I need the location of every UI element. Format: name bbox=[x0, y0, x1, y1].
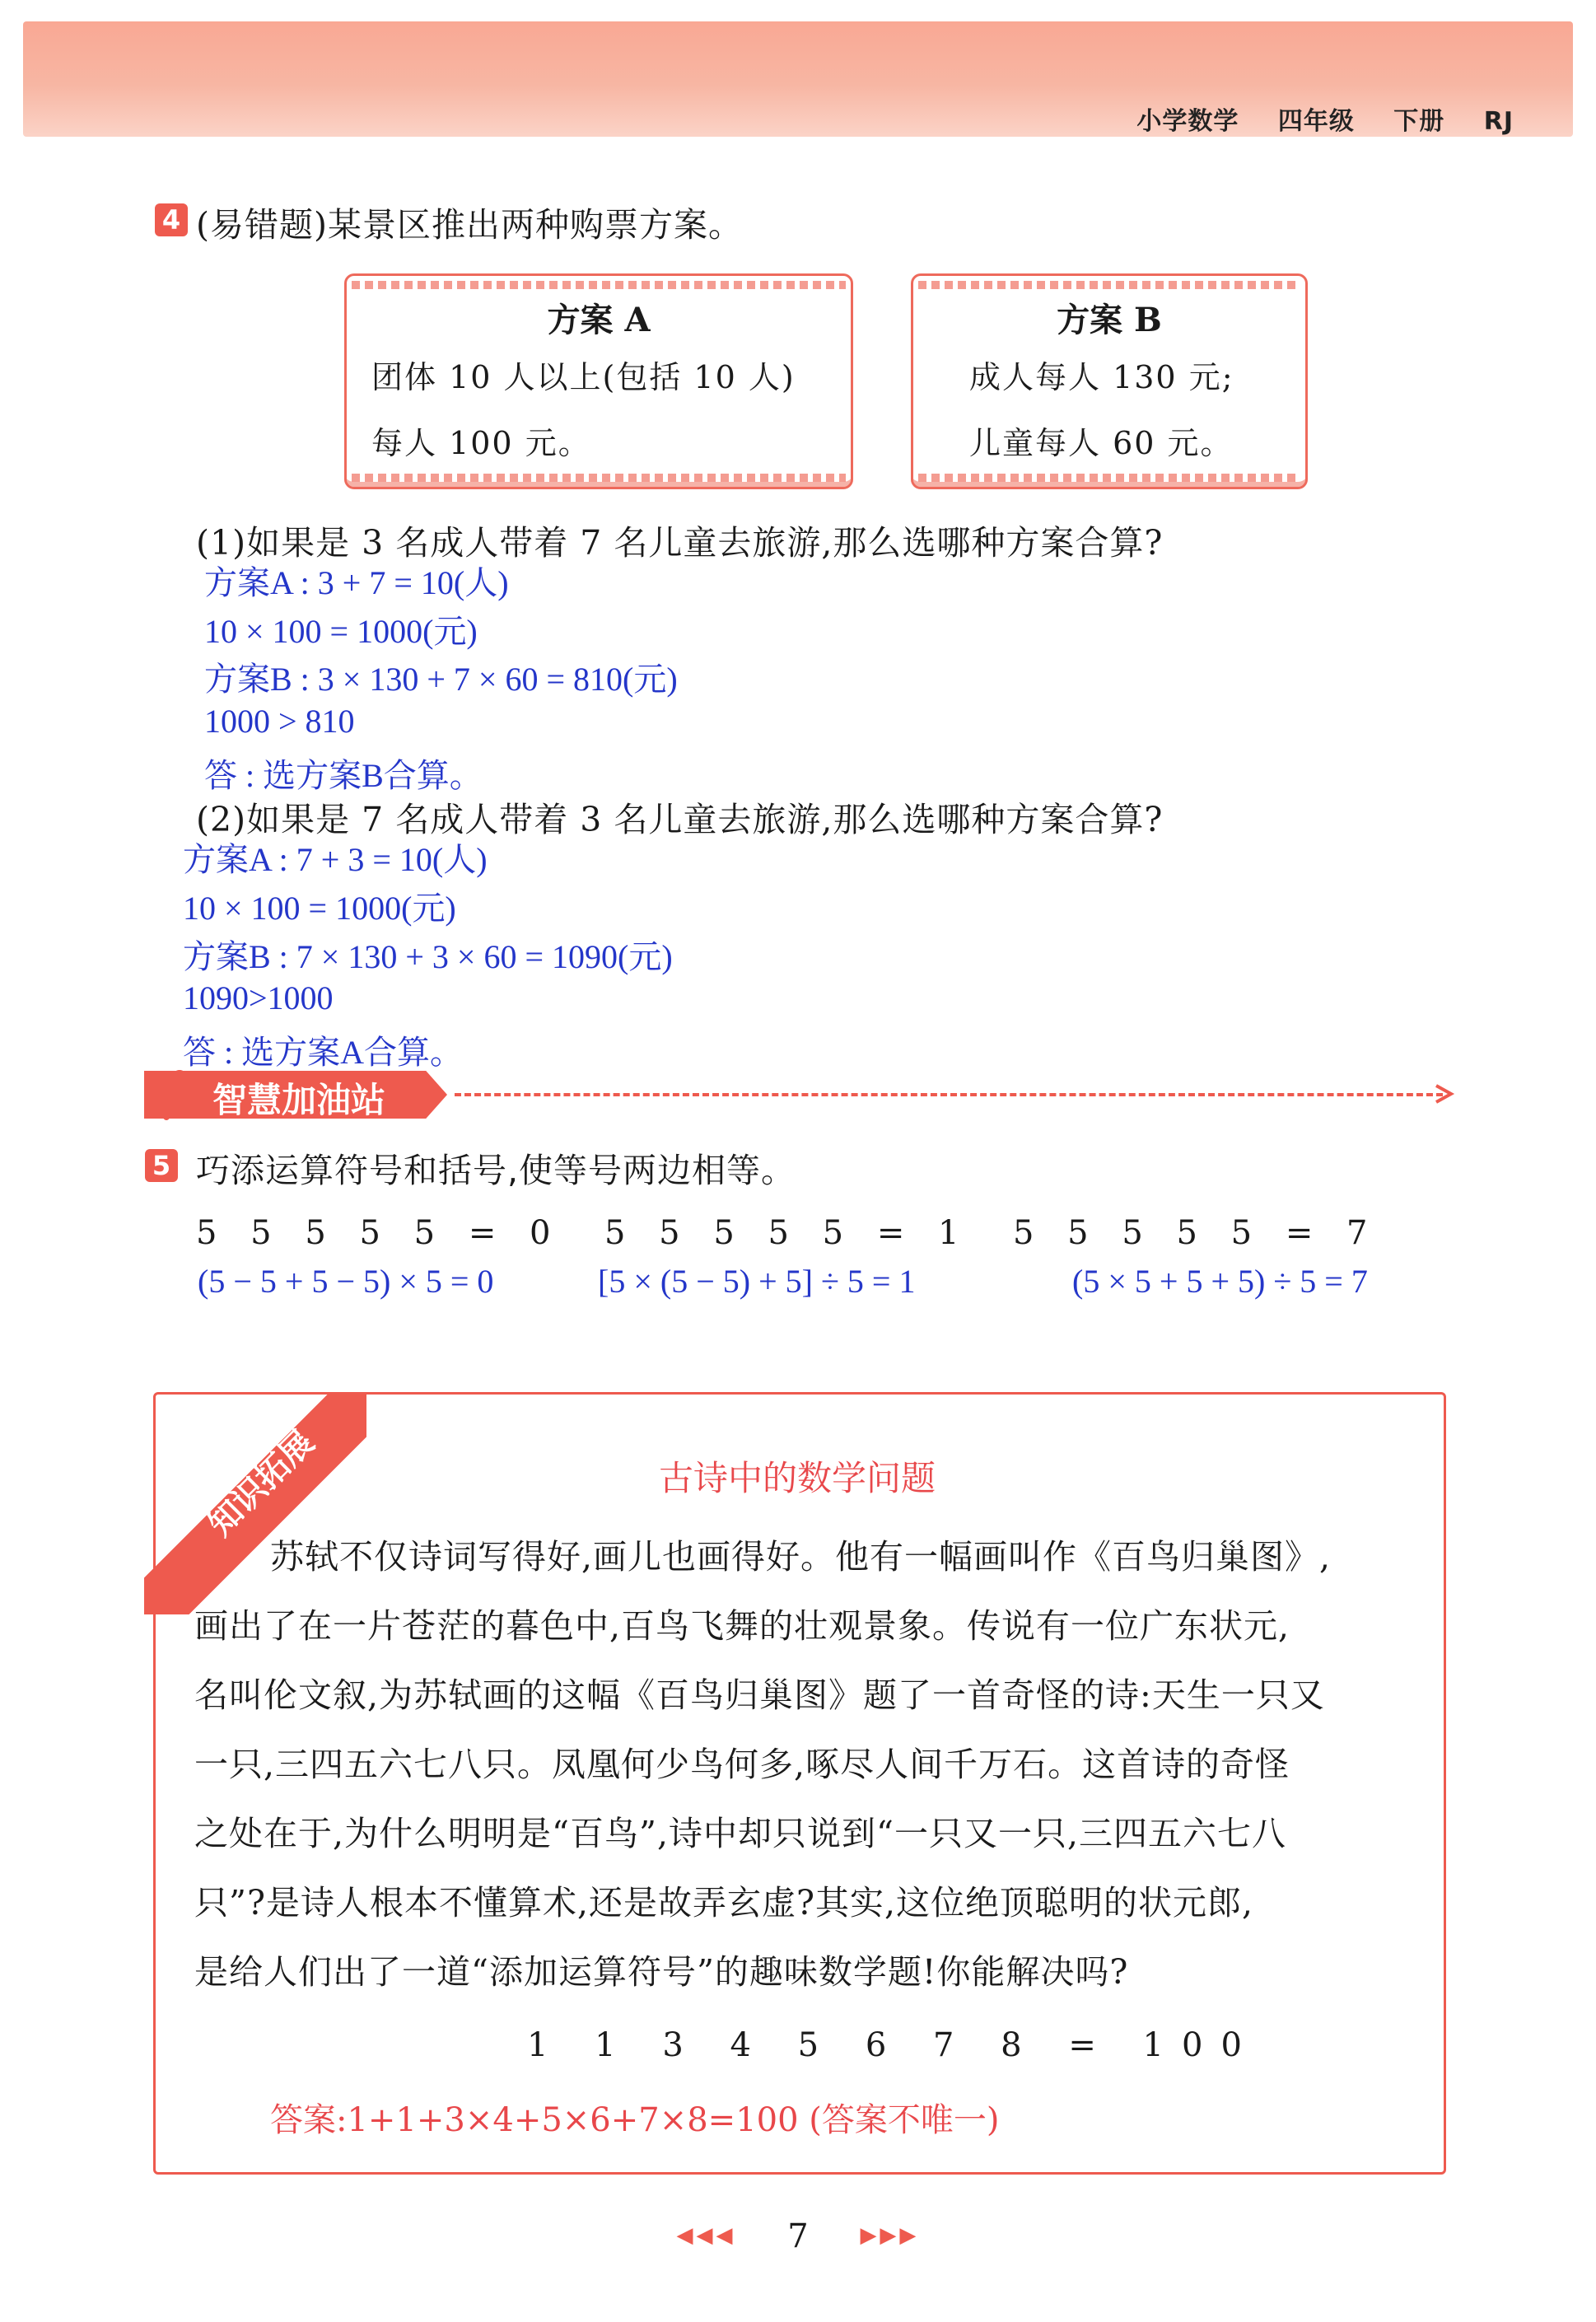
q5-problem: 5 5 5 5 5 = 0 bbox=[196, 1214, 562, 1252]
paragraph-line: 画出了在一片苍茫的暮色中,百鸟飞舞的壮观景象。传说有一位广东状元, bbox=[194, 1606, 1290, 1646]
q5-answer: (5 × 5 + 5 + 5) ÷ 5 = 7 bbox=[1072, 1263, 1368, 1300]
plan-a-title: 方案 A bbox=[547, 301, 651, 339]
paragraph-line: 只”?是诗人根本不懂算术,还是故弄玄虚?其实,这位绝顶聪明的状元郎, bbox=[194, 1883, 1254, 1923]
sub2-solution-line: 方案A : 7 + 3 = 10(人) bbox=[183, 841, 488, 878]
plan-b-line1: 成人每人 130 元; bbox=[969, 359, 1234, 395]
plan-a-line1: 团体 10 人以上(包括 10 人) bbox=[371, 359, 796, 395]
plan-b-top-stripe bbox=[918, 281, 1300, 289]
sub1-solution-line: 1000 > 810 bbox=[204, 703, 355, 740]
sub-question-1: (1)如果是 3 名成人带着 7 名儿童去旅游,那么选哪种方案合算? bbox=[196, 523, 1164, 563]
plan-a-top-stripe bbox=[352, 281, 846, 289]
paragraph-line: 名叫伦文叙,为苏轼画的这幅《百鸟归巢图》题了一首奇怪的诗:天生一只又 bbox=[194, 1675, 1325, 1715]
plan-a-line2: 每人 100 元。 bbox=[371, 425, 591, 461]
banner-dashed-line bbox=[455, 1093, 1443, 1096]
plan-b-line2: 儿童每人 60 元。 bbox=[969, 425, 1234, 461]
poem-answer: 答案:1+1+3×4+5×6+7×8=100 (答案不唯一) bbox=[270, 2101, 1000, 2139]
q5-problem: 5 5 5 5 5 = 7 bbox=[1013, 1214, 1379, 1252]
page-footer bbox=[0, 2217, 1596, 2255]
prev-arrows-icon: ◀◀◀ bbox=[676, 2223, 736, 2248]
volume: 下册 bbox=[1393, 107, 1445, 136]
plan-b-box bbox=[911, 273, 1308, 489]
paragraph-line: 一只,三四五六七八只。凤凰何少鸟何多,啄尽人间千万石。这首诗的奇怪 bbox=[194, 1745, 1290, 1784]
question-4-badge: 4 bbox=[155, 203, 188, 236]
sub2-solution-line: 方案B : 7 × 130 + 3 × 60 = 1090(元) bbox=[183, 938, 673, 975]
plan-b-bottom-stripe bbox=[918, 474, 1300, 482]
poem-equation: 1 1 3 4 5 6 7 8 = 100 bbox=[527, 2026, 1260, 2064]
next-arrows-icon: ▶▶▶ bbox=[860, 2223, 920, 2248]
sub2-solution-line: 10 × 100 = 1000(元) bbox=[183, 890, 456, 927]
arrow-right-icon bbox=[1433, 1082, 1456, 1105]
paragraph-line: 之处在于,为什么明明是“百鸟”,诗中却只说到“一只又一只,三四五六七八 bbox=[194, 1814, 1286, 1853]
question-5-prompt: 巧添运算符号和括号,使等号两边相等。 bbox=[196, 1151, 796, 1190]
page-number: 7 bbox=[787, 2217, 809, 2255]
edition: RJ bbox=[1483, 107, 1514, 136]
knowledge-title: 古诗中的数学问题 bbox=[658, 1458, 936, 1498]
grade: 四年级 bbox=[1277, 107, 1355, 136]
q5-answer: [5 × (5 − 5) + 5] ÷ 5 = 1 bbox=[598, 1263, 916, 1300]
paragraph-line: 是给人们出了一道“添加运算符号”的趣味数学题!你能解决吗? bbox=[194, 1952, 1129, 1992]
section-banner-title: 智慧加油站 bbox=[212, 1080, 386, 1120]
subject: 小学数学 bbox=[1136, 107, 1239, 136]
ribbon-label: 知识拓展 bbox=[201, 1423, 322, 1544]
book-info bbox=[1107, 100, 1514, 137]
plan-a-bottom-stripe bbox=[352, 474, 846, 482]
sub1-answer: 答 : 选方案B合算。 bbox=[204, 757, 483, 794]
q5-problem: 5 5 5 5 5 = 1 bbox=[604, 1214, 971, 1252]
sub-question-2: (2)如果是 7 名成人带着 3 名儿童去旅游,那么选哪种方案合算? bbox=[196, 800, 1164, 839]
q5-answer: (5 − 5 + 5 − 5) × 5 = 0 bbox=[198, 1263, 494, 1300]
sub1-solution-line: 方案B : 3 × 130 + 7 × 60 = 810(元) bbox=[204, 661, 678, 698]
question-4-prompt: (易错题)某景区推出两种购票方案。 bbox=[196, 205, 743, 245]
plan-b-title: 方案 B bbox=[1057, 301, 1162, 339]
sub2-answer: 答 : 选方案A合算。 bbox=[183, 1034, 463, 1071]
plan-a-box bbox=[344, 273, 853, 489]
sub1-solution-line: 方案A : 3 + 7 = 10(人) bbox=[204, 564, 509, 601]
sub1-solution-line: 10 × 100 = 1000(元) bbox=[204, 613, 478, 650]
question-5-badge: 5 bbox=[145, 1149, 178, 1182]
paragraph-line: 苏轼不仅诗词写得好,画儿也画得好。他有一幅画叫作《百鸟归巢图》, bbox=[270, 1537, 1332, 1577]
sub2-solution-line: 1090>1000 bbox=[183, 979, 334, 1016]
